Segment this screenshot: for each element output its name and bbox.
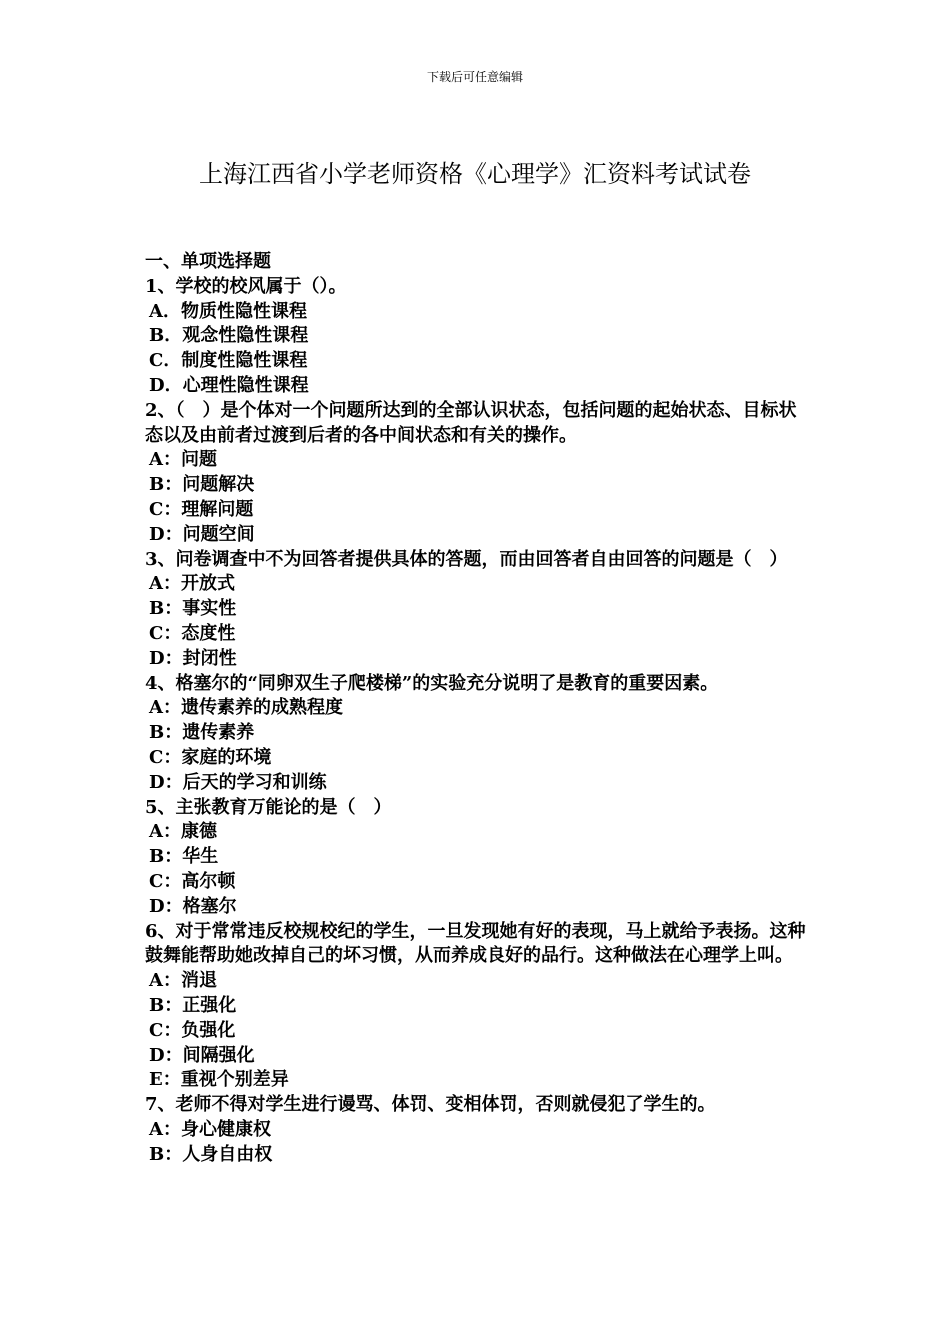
option-b: B：人身自由权	[149, 1143, 273, 1165]
question-stem: 6、对于常常违反校规校纪的学生，一旦发现她有好的表现，马上就给予表扬。这种鼓舞能帮助她改掉自己的坏习惯，从而养成良好的品行。这种做法在心理学上叫。	[145, 920, 806, 967]
option-a: A：问题	[149, 449, 217, 471]
option-c: C：态度性	[149, 622, 236, 644]
option-a: A：康德	[149, 821, 217, 843]
option-c: C．制度性隐性课程	[149, 350, 308, 372]
option-c: C：家庭的环境	[149, 746, 272, 768]
option-c: C：理解问题	[149, 498, 254, 520]
option-e: E：重视个别差异	[149, 1069, 289, 1091]
option-b: B：遗传素养	[149, 722, 255, 744]
option-a: A．物质性隐性课程	[149, 300, 307, 322]
question-6	[145, 920, 810, 1094]
question-1	[145, 275, 810, 399]
question-3	[145, 548, 810, 672]
option-b: B．观念性隐性课程	[149, 325, 309, 347]
option-b: B：问题解决	[149, 474, 255, 496]
option-d: D：间隔强化	[149, 1044, 255, 1066]
option-a: A：消退	[149, 970, 217, 992]
question-stem: 7、老师不得对学生进行谩骂、体罚、变相体罚，否则就侵犯了学生的。	[145, 1094, 716, 1116]
question-7	[145, 1093, 810, 1167]
exam-content	[145, 250, 810, 1167]
option-b: B：华生	[149, 846, 219, 868]
question-stem: 2、（ ）是个体对一个问题所达到的全部认识状态，包括问题的起始状态、目标状态以及由前者过渡到后者的各中间状态和有关的操作。	[145, 399, 797, 446]
question-4	[145, 672, 810, 796]
option-d: D：格塞尔	[149, 895, 237, 917]
option-d: D：封闭性	[149, 647, 237, 669]
option-d: D：问题空间	[149, 523, 255, 545]
question-stem: 3、问卷调查中不为回答者提供具体的答题，而由回答者自由回答的问题是（ ）	[145, 548, 788, 570]
option-b: B：事实性	[149, 598, 237, 620]
document-title: 上海江西省小学老师资格《心理学》汇资料考试试卷	[199, 160, 751, 188]
option-a: A：开放式	[149, 573, 235, 595]
header-note: 下载后可任意编辑	[426, 70, 523, 84]
section-heading: 一、单项选择题	[145, 251, 271, 272]
option-b: B：正强化	[149, 994, 237, 1016]
option-c: C：高尔顿	[149, 870, 236, 892]
question-stem: 1、学校的校风属于（）。	[145, 275, 347, 297]
option-d: D：后天的学习和训练	[149, 771, 327, 793]
question-stem: 5、主张教育万能论的是（ ）	[145, 796, 392, 818]
option-a: A：身心健康权	[149, 1118, 271, 1140]
option-d: D．心理性隐性课程	[149, 374, 309, 396]
option-c: C：负强化	[149, 1019, 236, 1041]
question-5	[145, 796, 810, 920]
option-a: A：遗传素养的成熟程度	[149, 697, 343, 719]
question-2	[145, 399, 810, 548]
question-stem: 4、格塞尔的“同卵双生子爬楼梯”的实验充分说明了是教育的重要因素。	[145, 672, 719, 694]
